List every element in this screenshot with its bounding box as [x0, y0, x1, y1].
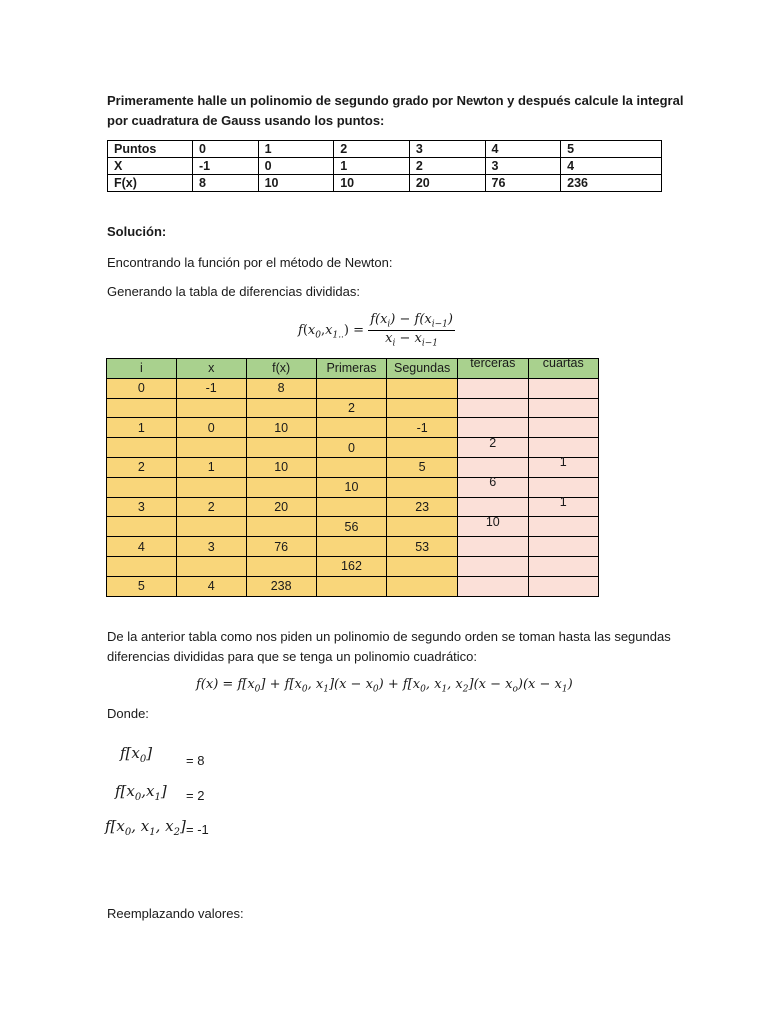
- dd-table-row: [107, 497, 599, 517]
- dd-table-cell: [316, 418, 387, 438]
- replacing-values-label: Reemplazando valores:: [107, 906, 244, 921]
- dd-table-cell: 6: [458, 477, 529, 497]
- points-table-cell: 4: [561, 158, 662, 175]
- def-f-x0-x1-x2: $f[x_0$, $x_1$, $x_2$]: [105, 817, 186, 838]
- dd-table-row: [107, 477, 599, 497]
- dd-table-cell: -1: [387, 418, 458, 438]
- dd-table-cell: 1: [528, 497, 598, 517]
- dd-table-cell: 238: [246, 576, 316, 596]
- dd-table-cell: 10: [246, 457, 316, 477]
- dd-table-cell: 56: [316, 517, 387, 537]
- points-table-cell: 76: [485, 175, 561, 192]
- problem-statement: [107, 93, 683, 128]
- points-table-cell: 10: [258, 175, 334, 192]
- dd-table-cell: [316, 537, 387, 557]
- dd-table-cell: [458, 576, 529, 596]
- dd-table-cell: [387, 576, 458, 596]
- points-table-cell: F(x): [108, 175, 193, 192]
- dd-table-cell: [528, 576, 598, 596]
- dd-header-cell: x: [176, 359, 246, 379]
- divided-differences-table: [106, 358, 599, 597]
- dd-table-cell: 2: [176, 497, 246, 517]
- dd-table-cell: [107, 556, 177, 576]
- dd-table-cell: [176, 556, 246, 576]
- dd-table-cell: [458, 378, 529, 398]
- formula-denominator: $x_i - x_{i-1}$: [385, 330, 439, 349]
- dd-table-cell: [176, 517, 246, 537]
- dd-table-row: [107, 418, 599, 438]
- dd-table-cell: 2: [458, 438, 529, 458]
- points-table-row: [108, 141, 662, 158]
- dd-table-cell: [387, 556, 458, 576]
- paragraph-line-2: diferencias divididas para que se tenga un polinomio cuadrático:: [107, 649, 478, 664]
- dd-table-cell: 8: [246, 378, 316, 398]
- dd-table-cell: 5: [387, 457, 458, 477]
- points-table-cell: 8: [193, 175, 259, 192]
- divided-difference-formula: $f(x_0,x_{1..})$ = $\frac{f(x_i) - f(x_{i-1})}{x_i - x_{i-1}}$: [298, 312, 453, 349]
- points-table-cell: 4: [485, 141, 561, 158]
- dd-table-cell: [458, 556, 529, 576]
- dd-table-row: [107, 457, 599, 477]
- paragraph-line-1: De la anterior tabla como nos piden un polinomio de segundo orden se toman hasta las segundas: [107, 629, 671, 644]
- dd-table-cell: [176, 398, 246, 418]
- dd-table-row: [107, 576, 599, 596]
- dd-table-cell: 3: [176, 537, 246, 557]
- dd-table-cell: [387, 477, 458, 497]
- points-table-cell: X: [108, 158, 193, 175]
- def-f-x0: $f[x_0]$: [120, 744, 153, 765]
- formula-fraction: [368, 312, 455, 348]
- def-f-x0-x1-value: = 2: [186, 788, 205, 803]
- dd-table-cell: [387, 517, 458, 537]
- dd-table-cell: [316, 457, 387, 477]
- dd-table-cell: [176, 438, 246, 458]
- points-table-cell: 1: [258, 141, 334, 158]
- table-intro-text: Generando la tabla de diferencias divididas:: [107, 284, 360, 299]
- dd-table-cell: [107, 517, 177, 537]
- problem-line-2: por cuadratura de Gauss usando los puntos:: [107, 113, 385, 128]
- dd-table-cell: [528, 398, 598, 418]
- dd-table-cell: 53: [387, 537, 458, 557]
- dd-table-cell: 76: [246, 537, 316, 557]
- dd-table-cell: 10: [246, 418, 316, 438]
- dd-table-cell: [246, 517, 316, 537]
- formula-numerator: $f(x_i) - f(x_{i-1})$: [370, 312, 453, 330]
- dd-table-row: [107, 537, 599, 557]
- solution-label: Solución:: [107, 224, 167, 239]
- dd-table-row: [107, 398, 599, 418]
- dd-table-cell: [246, 556, 316, 576]
- points-table-cell: Puntos: [108, 141, 193, 158]
- dd-table-cell: [458, 418, 529, 438]
- dd-table-cell: 2: [316, 398, 387, 418]
- dd-table-cell: [528, 556, 598, 576]
- def-f-x0-x1: $f[x_0,x_1]$: [115, 782, 167, 803]
- dd-table-cell: [458, 398, 529, 418]
- points-table-cell: 3: [485, 158, 561, 175]
- dd-table-cell: [528, 537, 598, 557]
- points-table-cell: 2: [409, 158, 485, 175]
- dd-table-cell: 23: [387, 497, 458, 517]
- points-table-cell: -1: [193, 158, 259, 175]
- dd-table-row: [107, 378, 599, 398]
- dd-table-cell: [246, 398, 316, 418]
- points-table: [107, 140, 662, 192]
- dd-header-cell: cuartas: [528, 359, 598, 379]
- donde-label: Donde:: [107, 706, 149, 721]
- points-table-cell: 1: [334, 158, 410, 175]
- dd-table-cell: [176, 477, 246, 497]
- dd-table-cell: 3: [107, 497, 177, 517]
- problem-line-1: Primeramente halle un polinomio de segundo grado por Newton y después calcule la integral: [107, 93, 684, 108]
- dd-header-cell: i: [107, 359, 177, 379]
- dd-table-cell: 4: [176, 576, 246, 596]
- dd-table-cell: [458, 497, 529, 517]
- dd-table-row: [107, 556, 599, 576]
- dd-table-cell: 10: [316, 477, 387, 497]
- points-table-row: [108, 158, 662, 175]
- dd-table-cell: [316, 378, 387, 398]
- points-table-cell: 3: [409, 141, 485, 158]
- points-table-row: [108, 175, 662, 192]
- points-table-cell: 0: [258, 158, 334, 175]
- dd-table-cell: [316, 497, 387, 517]
- dd-table-cell: -1: [176, 378, 246, 398]
- points-table-cell: 0: [193, 141, 259, 158]
- dd-table-cell: [246, 477, 316, 497]
- points-table-cell: 236: [561, 175, 662, 192]
- def-f-x0-x1-x2-value: = -1: [186, 822, 209, 837]
- def-f-x0-value: = 8: [186, 753, 205, 768]
- dd-table-cell: [107, 398, 177, 418]
- dd-table-cell: 0: [176, 418, 246, 438]
- dd-table-cell: [107, 477, 177, 497]
- dd-table-cell: 2: [107, 457, 177, 477]
- dd-table-cell: 20: [246, 497, 316, 517]
- dd-table-cell: 1: [528, 457, 598, 477]
- newton-intro-text: Encontrando la función por el método de Newton:: [107, 255, 393, 270]
- points-table-cell: 2: [334, 141, 410, 158]
- dd-header-cell: Primeras: [316, 359, 387, 379]
- dd-table-cell: 4: [107, 537, 177, 557]
- newton-polynomial-formula: $f(x) = f[x_0] + f[x_0$, $x_1](x - x_0) + f[x_0$, $x_1$, $x_2](x - x_o)(x - x_1)$: [196, 677, 573, 695]
- dd-table-cell: 5: [107, 576, 177, 596]
- dd-header-cell: f(x): [246, 359, 316, 379]
- dd-table-cell: [528, 378, 598, 398]
- dd-table-cell: 0: [316, 438, 387, 458]
- points-table-cell: 20: [409, 175, 485, 192]
- points-table-cell: 5: [561, 141, 662, 158]
- dd-table-cell: [316, 576, 387, 596]
- dd-table-cell: 10: [458, 517, 529, 537]
- dd-table-cell: [107, 438, 177, 458]
- dd-table-cell: [387, 438, 458, 458]
- dd-table-cell: 162: [316, 556, 387, 576]
- dd-table-cell: [458, 537, 529, 557]
- dd-table-cell: [528, 418, 598, 438]
- dd-table-cell: [387, 398, 458, 418]
- dd-header-cell: Segundas: [387, 359, 458, 379]
- dd-table-row: [107, 517, 599, 537]
- points-table-cell: 10: [334, 175, 410, 192]
- dd-table-cell: [528, 517, 598, 537]
- quadratic-paragraph: [107, 629, 671, 664]
- dd-header-cell: terceras: [458, 359, 529, 379]
- dd-table-row: [107, 438, 599, 458]
- dd-table-cell: 1: [176, 457, 246, 477]
- dd-table-cell: [387, 378, 458, 398]
- dd-table-cell: [246, 438, 316, 458]
- dd-table-cell: 0: [107, 378, 177, 398]
- dd-header-row: [107, 359, 599, 379]
- dd-table-cell: 1: [107, 418, 177, 438]
